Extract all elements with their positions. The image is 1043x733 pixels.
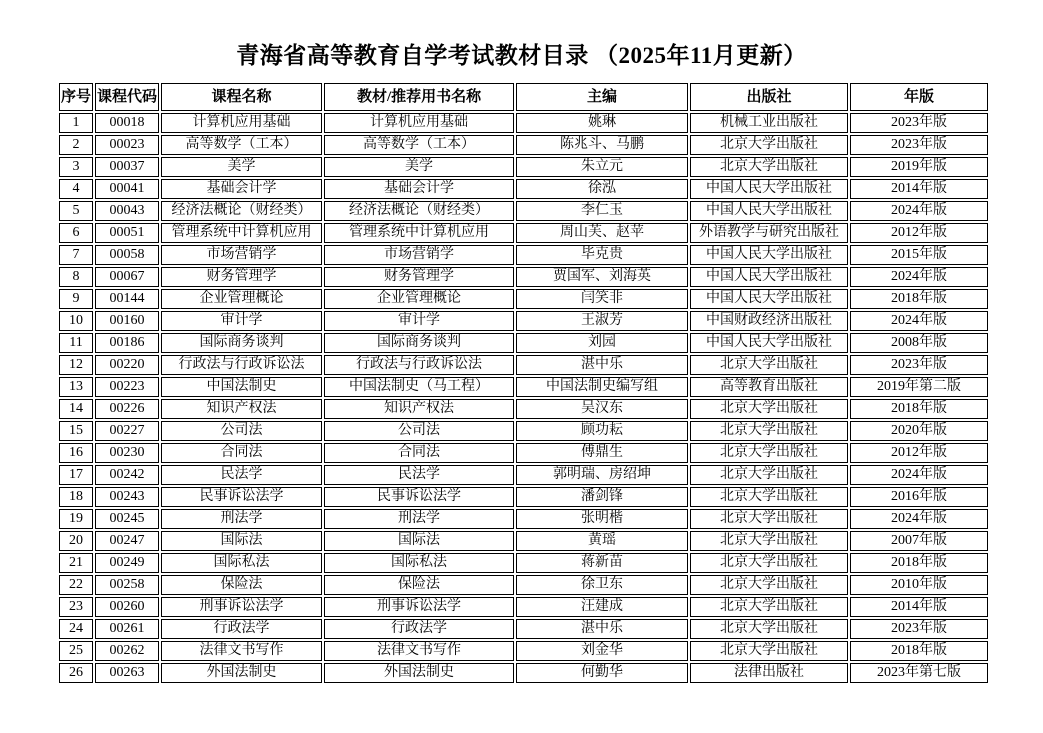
cell-publisher: 北京大学出版社: [690, 443, 848, 463]
cell-editor: 刘金华: [516, 641, 688, 661]
table-body: [59, 113, 988, 683]
header-course-code: 课程代码: [95, 83, 159, 111]
cell-course-name: 审计学: [161, 311, 322, 331]
cell-course-name: 民法学: [161, 465, 322, 485]
cell-course-name: 法律文书写作: [161, 641, 322, 661]
header-editor: 主编: [516, 83, 688, 111]
cell-publisher: 北京大学出版社: [690, 597, 848, 617]
cell-edition: 2010年版: [850, 575, 988, 595]
cell-publisher: 中国人民大学出版社: [690, 179, 848, 199]
cell-edition: 2024年版: [850, 201, 988, 221]
cell-textbook-name: 企业管理概论: [324, 289, 514, 309]
cell-edition: 2018年版: [850, 641, 988, 661]
cell-textbook-name: 中国法制史（马工程）: [324, 377, 514, 397]
cell-index: 1: [59, 113, 93, 133]
cell-edition: 2012年版: [850, 443, 988, 463]
cell-textbook-name: 经济法概论（财经类）: [324, 201, 514, 221]
cell-textbook-name: 管理系统中计算机应用: [324, 223, 514, 243]
cell-index: 26: [59, 663, 93, 683]
cell-editor: 姚琳: [516, 113, 688, 133]
cell-publisher: 北京大学出版社: [690, 575, 848, 595]
cell-course-name: 保险法: [161, 575, 322, 595]
cell-editor: 汪建成: [516, 597, 688, 617]
cell-textbook-name: 法律文书写作: [324, 641, 514, 661]
cell-textbook-name: 国际私法: [324, 553, 514, 573]
cell-publisher: 中国人民大学出版社: [690, 245, 848, 265]
header-course-name: 课程名称: [161, 83, 322, 111]
cell-course-code: 00051: [95, 223, 159, 243]
cell-index: 2: [59, 135, 93, 155]
cell-editor: 傅鼎生: [516, 443, 688, 463]
cell-edition: 2018年版: [850, 289, 988, 309]
cell-publisher: 外语教学与研究出版社: [690, 223, 848, 243]
cell-course-code: 00043: [95, 201, 159, 221]
cell-publisher: 北京大学出版社: [690, 531, 848, 551]
cell-edition: 2023年版: [850, 355, 988, 375]
cell-course-name: 国际法: [161, 531, 322, 551]
table-row: [59, 179, 988, 199]
table-row: [59, 289, 988, 309]
cell-course-name: 计算机应用基础: [161, 113, 322, 133]
cell-course-code: 00245: [95, 509, 159, 529]
cell-course-name: 基础会计学: [161, 179, 322, 199]
cell-edition: 2012年版: [850, 223, 988, 243]
table-row: [59, 641, 988, 661]
cell-edition: 2014年版: [850, 179, 988, 199]
cell-edition: 2024年版: [850, 267, 988, 287]
header-index: 序号: [59, 83, 93, 111]
cell-course-name: 合同法: [161, 443, 322, 463]
cell-course-code: 00144: [95, 289, 159, 309]
cell-publisher: 中国财政经济出版社: [690, 311, 848, 331]
cell-index: 12: [59, 355, 93, 375]
cell-course-code: 00262: [95, 641, 159, 661]
cell-textbook-name: 审计学: [324, 311, 514, 331]
cell-editor: 徐泓: [516, 179, 688, 199]
cell-publisher: 北京大学出版社: [690, 465, 848, 485]
cell-course-code: 00223: [95, 377, 159, 397]
cell-editor: 闫笑非: [516, 289, 688, 309]
cell-course-code: 00249: [95, 553, 159, 573]
cell-course-name: 行政法与行政诉讼法: [161, 355, 322, 375]
cell-index: 4: [59, 179, 93, 199]
cell-textbook-name: 基础会计学: [324, 179, 514, 199]
cell-edition: 2023年第七版: [850, 663, 988, 683]
cell-course-name: 中国法制史: [161, 377, 322, 397]
cell-editor: 吴汉东: [516, 399, 688, 419]
cell-course-name: 管理系统中计算机应用: [161, 223, 322, 243]
textbook-catalog-table: [57, 81, 990, 685]
table-row: [59, 443, 988, 463]
cell-index: 14: [59, 399, 93, 419]
table-row: [59, 333, 988, 353]
cell-edition: 2015年版: [850, 245, 988, 265]
table-row: [59, 135, 988, 155]
cell-course-name: 国际商务谈判: [161, 333, 322, 353]
cell-course-name: 刑事诉讼法学: [161, 597, 322, 617]
cell-publisher: 北京大学出版社: [690, 487, 848, 507]
table-row: [59, 663, 988, 683]
cell-textbook-name: 行政法与行政诉讼法: [324, 355, 514, 375]
cell-editor: 顾功耘: [516, 421, 688, 441]
cell-editor: 刘园: [516, 333, 688, 353]
cell-edition: 2019年第二版: [850, 377, 988, 397]
cell-course-code: 00058: [95, 245, 159, 265]
cell-editor: 张明楷: [516, 509, 688, 529]
cell-course-code: 00243: [95, 487, 159, 507]
cell-editor: 郭明瑞、房绍坤: [516, 465, 688, 485]
cell-editor: 中国法制史编写组: [516, 377, 688, 397]
cell-textbook-name: 计算机应用基础: [324, 113, 514, 133]
cell-edition: 2008年版: [850, 333, 988, 353]
cell-edition: 2023年版: [850, 619, 988, 639]
cell-edition: 2024年版: [850, 509, 988, 529]
cell-textbook-name: 刑法学: [324, 509, 514, 529]
header-publisher: 出版社: [690, 83, 848, 111]
cell-course-name: 民事诉讼法学: [161, 487, 322, 507]
cell-course-name: 刑法学: [161, 509, 322, 529]
cell-publisher: 中国人民大学出版社: [690, 267, 848, 287]
cell-index: 18: [59, 487, 93, 507]
cell-index: 13: [59, 377, 93, 397]
cell-course-name: 国际私法: [161, 553, 322, 573]
cell-course-code: 00226: [95, 399, 159, 419]
cell-edition: 2007年版: [850, 531, 988, 551]
cell-editor: 王淑芳: [516, 311, 688, 331]
cell-course-code: 00041: [95, 179, 159, 199]
cell-index: 16: [59, 443, 93, 463]
header-edition: 年版: [850, 83, 988, 111]
header-textbook-name: 教材/推荐用书名称: [324, 83, 514, 111]
cell-index: 7: [59, 245, 93, 265]
cell-textbook-name: 国际法: [324, 531, 514, 551]
cell-index: 25: [59, 641, 93, 661]
cell-index: 22: [59, 575, 93, 595]
cell-publisher: 北京大学出版社: [690, 355, 848, 375]
cell-course-name: 市场营销学: [161, 245, 322, 265]
cell-index: 9: [59, 289, 93, 309]
cell-textbook-name: 市场营销学: [324, 245, 514, 265]
cell-publisher: 北京大学出版社: [690, 421, 848, 441]
cell-publisher: 北京大学出版社: [690, 509, 848, 529]
cell-course-name: 经济法概论（财经类）: [161, 201, 322, 221]
cell-textbook-name: 外国法制史: [324, 663, 514, 683]
table-row: [59, 113, 988, 133]
cell-index: 23: [59, 597, 93, 617]
cell-publisher: 中国人民大学出版社: [690, 333, 848, 353]
cell-course-name: 高等数学（工本）: [161, 135, 322, 155]
cell-publisher: 中国人民大学出版社: [690, 201, 848, 221]
cell-publisher: 北京大学出版社: [690, 399, 848, 419]
cell-publisher: 机械工业出版社: [690, 113, 848, 133]
cell-index: 24: [59, 619, 93, 639]
cell-textbook-name: 财务管理学: [324, 267, 514, 287]
cell-course-code: 00247: [95, 531, 159, 551]
cell-course-code: 00258: [95, 575, 159, 595]
cell-course-name: 财务管理学: [161, 267, 322, 287]
table-row: [59, 421, 988, 441]
cell-edition: 2023年版: [850, 113, 988, 133]
cell-editor: 毕克贵: [516, 245, 688, 265]
cell-editor: 陈兆斗、马鹏: [516, 135, 688, 155]
cell-publisher: 中国人民大学出版社: [690, 289, 848, 309]
cell-course-name: 行政法学: [161, 619, 322, 639]
cell-textbook-name: 国际商务谈判: [324, 333, 514, 353]
cell-editor: 潘剑锋: [516, 487, 688, 507]
table-row: [59, 619, 988, 639]
cell-editor: 何勤华: [516, 663, 688, 683]
cell-course-code: 00260: [95, 597, 159, 617]
cell-course-code: 00220: [95, 355, 159, 375]
cell-publisher: 北京大学出版社: [690, 157, 848, 177]
cell-course-name: 企业管理概论: [161, 289, 322, 309]
header-row: [59, 83, 988, 111]
cell-course-code: 00018: [95, 113, 159, 133]
cell-editor: 贾国军、刘海英: [516, 267, 688, 287]
cell-publisher: 北京大学出版社: [690, 641, 848, 661]
cell-edition: 2019年版: [850, 157, 988, 177]
table-row: [59, 201, 988, 221]
table-row: [59, 465, 988, 485]
cell-publisher: 北京大学出版社: [690, 619, 848, 639]
cell-textbook-name: 刑事诉讼法学: [324, 597, 514, 617]
cell-edition: 2024年版: [850, 311, 988, 331]
table-row: [59, 487, 988, 507]
cell-edition: 2018年版: [850, 553, 988, 573]
cell-course-code: 00037: [95, 157, 159, 177]
table-row: [59, 553, 988, 573]
cell-course-code: 00067: [95, 267, 159, 287]
cell-course-code: 00230: [95, 443, 159, 463]
cell-course-code: 00227: [95, 421, 159, 441]
table-row: [59, 575, 988, 595]
table-row: [59, 223, 988, 243]
cell-index: 20: [59, 531, 93, 551]
cell-course-code: 00261: [95, 619, 159, 639]
cell-course-name: 美学: [161, 157, 322, 177]
cell-publisher: 高等教育出版社: [690, 377, 848, 397]
cell-textbook-name: 公司法: [324, 421, 514, 441]
cell-course-name: 知识产权法: [161, 399, 322, 419]
table-row: [59, 267, 988, 287]
cell-textbook-name: 合同法: [324, 443, 514, 463]
cell-index: 6: [59, 223, 93, 243]
cell-index: 5: [59, 201, 93, 221]
cell-edition: 2014年版: [850, 597, 988, 617]
cell-edition: 2020年版: [850, 421, 988, 441]
cell-publisher: 北京大学出版社: [690, 553, 848, 573]
cell-textbook-name: 美学: [324, 157, 514, 177]
cell-publisher: 法律出版社: [690, 663, 848, 683]
cell-textbook-name: 高等数学（工本）: [324, 135, 514, 155]
page-title: 青海省高等教育自学考试教材目录 （2025年11月更新）: [236, 43, 807, 68]
cell-textbook-name: 保险法: [324, 575, 514, 595]
table-row: [59, 531, 988, 551]
cell-index: 10: [59, 311, 93, 331]
cell-index: 11: [59, 333, 93, 353]
cell-editor: 徐卫东: [516, 575, 688, 595]
cell-index: 21: [59, 553, 93, 573]
cell-course-code: 00242: [95, 465, 159, 485]
cell-course-code: 00186: [95, 333, 159, 353]
cell-edition: 2024年版: [850, 465, 988, 485]
cell-index: 15: [59, 421, 93, 441]
cell-textbook-name: 行政法学: [324, 619, 514, 639]
cell-textbook-name: 民法学: [324, 465, 514, 485]
table-row: [59, 377, 988, 397]
cell-index: 3: [59, 157, 93, 177]
cell-editor: 黄瑶: [516, 531, 688, 551]
cell-editor: 湛中乐: [516, 355, 688, 375]
cell-course-code: 00263: [95, 663, 159, 683]
cell-editor: 李仁玉: [516, 201, 688, 221]
cell-edition: 2016年版: [850, 487, 988, 507]
cell-textbook-name: 知识产权法: [324, 399, 514, 419]
table-header: [59, 83, 988, 111]
cell-editor: 朱立元: [516, 157, 688, 177]
table-row: [59, 157, 988, 177]
table-row: [59, 597, 988, 617]
table-row: [59, 509, 988, 529]
cell-editor: 湛中乐: [516, 619, 688, 639]
cell-course-name: 外国法制史: [161, 663, 322, 683]
cell-course-code: 00160: [95, 311, 159, 331]
cell-course-name: 公司法: [161, 421, 322, 441]
cell-index: 8: [59, 267, 93, 287]
cell-editor: 蒋新苗: [516, 553, 688, 573]
table-row: [59, 399, 988, 419]
cell-course-code: 00023: [95, 135, 159, 155]
cell-editor: 周山芙、赵苹: [516, 223, 688, 243]
cell-edition: 2018年版: [850, 399, 988, 419]
cell-textbook-name: 民事诉讼法学: [324, 487, 514, 507]
cell-index: 19: [59, 509, 93, 529]
cell-index: 17: [59, 465, 93, 485]
cell-publisher: 北京大学出版社: [690, 135, 848, 155]
table-row: [59, 245, 988, 265]
cell-edition: 2023年版: [850, 135, 988, 155]
table-row: [59, 355, 988, 375]
table-row: [59, 311, 988, 331]
